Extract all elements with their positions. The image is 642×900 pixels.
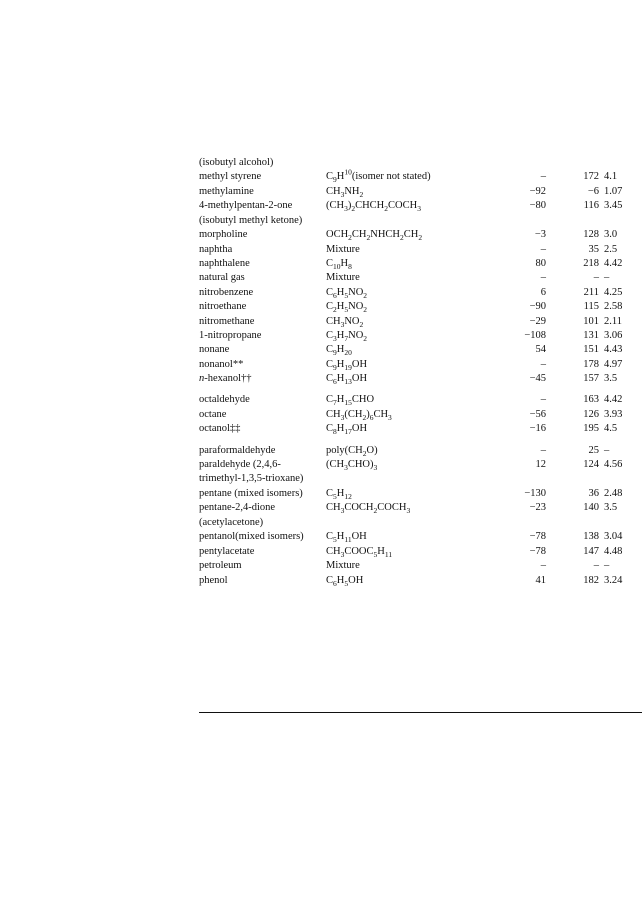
compound-name: naphtha (199, 243, 233, 255)
boiling-point: 35 (588, 243, 599, 255)
vapour-density: 3.5 (604, 373, 618, 385)
chemical-formula: $poly(CH_2O)$ (326, 444, 378, 458)
melting-point: – (540, 243, 546, 255)
compound-name: pentanol(mixed isomers) (199, 531, 304, 543)
table-row (199, 458, 642, 487)
compound-name: methylamine (199, 185, 254, 197)
boiling-point: 157 (583, 373, 599, 385)
chemical-formula: $C_6H_{13}OH$ (326, 373, 368, 387)
vapour-density: 3.0 (604, 229, 618, 241)
melting-point: 41 (535, 574, 546, 586)
boiling-point: 147 (583, 545, 599, 557)
compound-name: methyl styrene (199, 171, 262, 183)
table-row (199, 243, 642, 257)
chemical-formula: $CH_3NO_2$ (326, 315, 364, 329)
compound-name: n-hexanol†† (199, 373, 252, 385)
compound-name: 4-methylpentan-2-one (isobutyl methyl ketone) (199, 200, 303, 226)
melting-point: −78 (529, 531, 546, 543)
table-row (199, 487, 642, 501)
chemical-formula: $C_5H_{12}$ (326, 488, 352, 502)
boiling-point: 126 (583, 408, 599, 420)
chemical-formula: Mixture (326, 243, 360, 255)
table-row (199, 228, 642, 242)
compound-name: paraldehyde (2,4,6-trimethyl-1,3,5-trioxane) (199, 459, 304, 485)
boiling-point: 36 (588, 488, 599, 500)
vapour-density: 4.25 (604, 286, 623, 298)
chemical-formula: $CH_3COOC_5H_{11}$ (326, 545, 393, 559)
compound-name: phenol (199, 574, 228, 586)
vapour-density: – (604, 444, 610, 456)
vapour-density: 3.5 (604, 502, 618, 514)
boiling-point: 25 (588, 444, 599, 456)
compound-name: nonanol** (199, 358, 244, 370)
melting-point: – (540, 272, 546, 284)
melting-point: −130 (524, 488, 546, 500)
table-row (199, 329, 642, 343)
vapour-density: 4.56 (604, 459, 623, 471)
table-row (199, 300, 642, 314)
compound-name: paraformaldehyde (199, 444, 276, 456)
chemical-formula: $C_7H_{15}CHO$ (326, 394, 375, 408)
table-bottom-rule (199, 712, 642, 713)
chemical-formula: $C_6H_5OH$ (326, 574, 364, 588)
vapour-density: 3.45 (604, 200, 623, 212)
boiling-point: – (593, 272, 599, 284)
melting-point: −3 (534, 229, 546, 241)
table-row (199, 315, 642, 329)
compound-name: octanol‡‡ (199, 423, 241, 435)
vapour-density: 4.97 (604, 358, 623, 370)
table-row (199, 358, 642, 372)
compound-name: nonane (199, 344, 230, 356)
melting-point: −29 (529, 315, 546, 327)
compound-name: octane (199, 408, 227, 420)
chemical-formula: $CH_3NH_2$ (326, 185, 364, 199)
table-row (199, 167, 642, 185)
boiling-point: – (593, 560, 599, 572)
table-row (199, 372, 642, 386)
compound-name: pentane (mixed isomers) (199, 488, 303, 500)
melting-point: 6 (540, 286, 546, 298)
boiling-point: 140 (583, 502, 599, 514)
table-row (199, 501, 642, 530)
melting-point: −90 (529, 301, 546, 313)
compound-name: naphthalene (199, 257, 250, 269)
chemical-formula: $CH_3(CH_2)_6CH_3$ (326, 408, 392, 422)
melting-point: – (540, 394, 546, 406)
vapour-density: 2.58 (604, 301, 623, 313)
vapour-density: 4.1 (604, 171, 618, 183)
melting-point: 54 (535, 344, 546, 356)
chemical-formula: $C_6H_5NO_2$ (326, 286, 368, 300)
vapour-density: – (604, 272, 610, 284)
vapour-density: 3.06 (604, 329, 623, 341)
vapour-density: 4.43 (604, 344, 623, 356)
compound-name: nitrobenzene (199, 286, 254, 298)
boiling-point: 131 (583, 329, 599, 341)
vapour-density: 4.42 (604, 257, 623, 269)
chemical-formula: $C_9H_{19}OH$ (326, 358, 368, 372)
table-row (199, 545, 642, 559)
chemical-formula: $C_8H_{17}OH$ (326, 423, 368, 437)
table-row (199, 408, 642, 422)
boiling-point: 115 (583, 301, 599, 313)
boiling-point: 195 (583, 423, 599, 435)
boiling-point: 163 (583, 394, 599, 406)
chemical-formula: Mixture (326, 560, 360, 572)
compound-name: natural gas (199, 272, 245, 284)
melting-point: −45 (529, 373, 546, 385)
vapour-density: 3.04 (604, 531, 623, 543)
table-row (199, 393, 642, 407)
chemical-formula: $C_9H^{10}(isomer$ not stated) (326, 167, 431, 185)
chemical-formula: $CH_3COCH_2COCH_3$ (326, 502, 411, 516)
vapour-density: 2.11 (604, 315, 622, 327)
boiling-point: 128 (583, 229, 599, 241)
chemical-formula: Mixture (326, 272, 360, 284)
melting-point: −92 (529, 185, 546, 197)
chemical-formula: $C_5H_{11}OH$ (326, 531, 367, 545)
vapour-density: 3.24 (604, 574, 623, 586)
melting-point: −80 (529, 200, 546, 212)
boiling-point: 151 (583, 344, 599, 356)
compound-name: pentane-2,4-dione (acetylacetone) (199, 502, 276, 528)
boiling-point: 211 (583, 286, 599, 298)
chemical-properties-table (199, 156, 642, 588)
vapour-density: 3.93 (604, 408, 623, 420)
chemical-formula: $OCH_2CH_2NHCH_2CH_2$ (326, 229, 423, 243)
chemical-formula: $C_9H_{20}$ (326, 344, 352, 358)
compound-name: (isobutyl alcohol) (199, 157, 274, 168)
melting-point: – (540, 560, 546, 572)
melting-point: −56 (529, 408, 546, 420)
melting-point: 80 (535, 257, 546, 269)
compound-name: morpholine (199, 229, 248, 241)
melting-point: −23 (529, 502, 546, 514)
melting-point: – (540, 444, 546, 456)
compound-name: nitroethane (199, 301, 247, 313)
table-row (199, 343, 642, 357)
table-row (199, 286, 642, 300)
boiling-point: 116 (583, 200, 599, 212)
chemical-formula: $(CH_3)_2CHCH_2COCH_3$ (326, 200, 421, 214)
chemical-formula: $C_3H_7NO_2$ (326, 329, 368, 343)
vapour-density: 1.07 (604, 185, 623, 197)
chemical-formula: $C_2H_5NO_2$ (326, 301, 368, 315)
table-row (199, 185, 642, 199)
compound-name: petroleum (199, 560, 242, 572)
compound-name: 1-nitropropane (199, 329, 262, 341)
melting-point: 12 (535, 459, 546, 471)
boiling-point: 218 (583, 257, 599, 269)
table-row (199, 422, 642, 436)
chemical-formula: $C_{10}H_8$ (326, 257, 352, 272)
compound-name: octaldehyde (199, 394, 250, 406)
melting-point: −16 (529, 423, 546, 435)
compound-name: pentylacetate (199, 545, 255, 557)
table-row (199, 271, 642, 285)
boiling-point: 178 (583, 358, 599, 370)
boiling-point: 172 (583, 171, 599, 183)
vapour-density: 2.5 (604, 243, 618, 255)
vapour-density: 4.48 (604, 545, 623, 557)
melting-point: – (540, 358, 546, 370)
vapour-density: 2.48 (604, 488, 623, 500)
melting-point: −108 (524, 329, 546, 341)
table-row (199, 530, 642, 544)
vapour-density: 4.42 (604, 394, 623, 406)
melting-point: – (540, 171, 546, 183)
vapour-density: 4.5 (604, 423, 618, 435)
table-row (199, 199, 642, 228)
boiling-point: −6 (587, 185, 599, 197)
table-row (199, 257, 642, 271)
boiling-point: 101 (583, 315, 599, 327)
boiling-point: 124 (583, 459, 599, 471)
boiling-point: 182 (583, 574, 599, 586)
chemical-formula: $(CH_3CHO)_3$ (326, 459, 378, 473)
vapour-density: – (604, 560, 610, 572)
table-row (199, 444, 642, 458)
table-row (199, 156, 642, 170)
melting-point: −78 (529, 545, 546, 557)
table-row (199, 574, 642, 588)
table-row (199, 559, 642, 573)
boiling-point: 138 (583, 531, 599, 543)
compound-name: nitromethane (199, 315, 255, 327)
